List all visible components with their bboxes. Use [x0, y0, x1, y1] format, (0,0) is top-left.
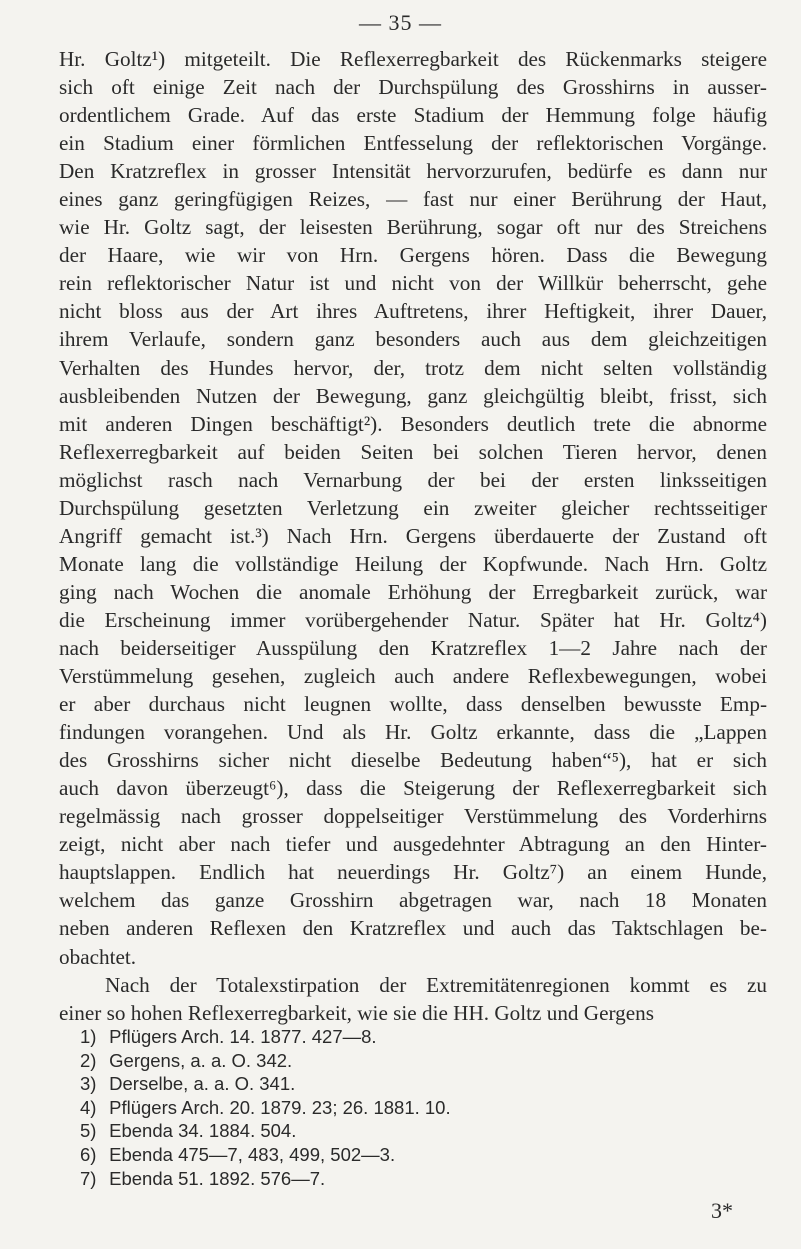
footnote-text: Ebenda 34. 1884. 504. — [109, 1120, 297, 1142]
footnote-text: Pflügers Arch. 20. 1879. 23; 26. 1881. 10. — [109, 1096, 451, 1118]
text-line: Angriff gemacht ist.³) Nach Hrn. Gergens überdauerte der Zustand oft — [59, 523, 767, 548]
text-line: die Erscheinung immer vorübergehender Natur. Später hat Hr. Goltz⁴) — [59, 607, 767, 632]
text-line: möglichst rasch nach Vernarbung der bei der ersten linksseitigen — [59, 467, 767, 492]
text-line: Verhalten des Hundes hervor, der, trotz dem nicht selten vollständig — [59, 355, 767, 380]
text-line: zeigt, nicht aber nach tiefer und ausgedehnter Abtragung an den Hinter- — [59, 832, 767, 857]
footnote — [80, 1049, 700, 1073]
text-line: Reflexerregbarkeit auf beiden Seiten bei solchen Tieren hervor, denen — [59, 439, 767, 464]
footnote — [80, 1143, 700, 1167]
footnote-number: 3) — [80, 1073, 97, 1095]
text-line: rein reflektorischer Natur ist und nicht von der Willkür beherrscht, gehe — [59, 271, 767, 296]
footnote-number: 6) — [80, 1143, 97, 1165]
footnote-text: Derselbe, a. a. O. 341. — [109, 1073, 296, 1095]
footnote-number: 2) — [80, 1049, 97, 1071]
text-line: ihrem Verlaufe, sondern ganz besonders auch aus dem gleichzeitigen — [59, 327, 767, 352]
text-line: ging nach Wochen die anomale Erhöhung der Erregbarkeit zurück, war — [59, 579, 767, 604]
text-line: sich oft einige Zeit nach der Durchspülung des Grosshirns in ausser- — [59, 75, 767, 100]
text-line: obachtet. — [59, 944, 137, 969]
footnote-text: Gergens, a. a. O. 342. — [109, 1049, 293, 1071]
footnote-number: 4) — [80, 1096, 97, 1118]
text-line: ordentlichem Grade. Auf das erste Stadium der Hemmung folge häufig — [59, 103, 767, 128]
text-line: nicht bloss aus der Art ihres Auftretens, ihrer Heftigkeit, ihrer Dauer, — [59, 299, 767, 324]
footnote-number: 5) — [80, 1120, 97, 1142]
text-line: Verstümmelung gesehen, zugleich auch andere Reflexbewegungen, wobei — [59, 664, 767, 689]
text-line: eines ganz geringfügigen Reizes, — fast nur einer Berührung der Haut, — [59, 187, 767, 212]
text-line: ausbleibenden Nutzen der Bewegung, ganz gleichgültig bleibt, frisst, sich — [59, 383, 767, 408]
text-line: neben anderen Reflexen den Kratzreflex und auch das Taktschlagen be- — [59, 916, 767, 941]
text-line: Hr. Goltz¹) mitgeteilt. Die Reflexerregbarkeit des Rückenmarks steigere — [59, 47, 767, 71]
text-line: er aber durchaus nicht leugnen wollte, dass denselben bewusste Emp- — [59, 692, 767, 717]
footnotes — [80, 1025, 700, 1190]
text-line: nach beiderseitiger Ausspülung den Kratzreflex 1—2 Jahre nach der — [59, 635, 767, 660]
footnote-number: 1) — [80, 1026, 97, 1047]
text-line: findungen vorangehen. Und als Hr. Goltz erkannte, dass die „Lappen — [59, 720, 767, 745]
signature-mark: 3* — [711, 1198, 733, 1223]
page-number: — 35 — — [359, 10, 442, 35]
text-line: ein Stadium einer förmlichen Entfesselung der reflektorischen Vorgänge. — [59, 131, 767, 156]
paragraph-2 — [59, 971, 767, 1027]
footnote — [80, 1167, 700, 1191]
text-line: auch davon überzeugt⁶), dass die Steigerung der Reflexerregbarkeit sich — [59, 776, 767, 801]
text-line: Den Kratzreflex in grosser Intensität hervorzurufen, bedürfe es dann nur — [59, 159, 767, 184]
paragraph-1 — [59, 45, 767, 971]
footnote — [80, 1096, 700, 1120]
text-line: einer so hohen Reflexerregbarkeit, wie sie die HH. Goltz und Gergens — [59, 1000, 655, 1025]
footnote-text: Ebenda 475—7, 483, 499, 502—3. — [109, 1143, 396, 1165]
body-text — [59, 45, 767, 1027]
footnote — [80, 1072, 700, 1096]
text-line: Monate lang die vollständige Heilung der Kopfwunde. Nach Hrn. Goltz — [59, 551, 767, 576]
footnote-text: Pflügers Arch. 14. 1877. 427—8. — [109, 1026, 377, 1047]
footnote-text: Ebenda 51. 1892. 576—7. — [109, 1167, 326, 1189]
text-line: mit anderen Dingen beschäftigt²). Besonders deutlich trete die abnorme — [59, 411, 767, 436]
text-line: der Haare, wie wir von Hrn. Gergens hören. Dass die Bewegung — [59, 243, 767, 268]
text-line: Nach der Totalexstirpation der Extremitätenregionen kommt es zu — [105, 972, 767, 997]
text-line: Durchspülung gesetzten Verletzung ein zweiter gleicher rechtsseitiger — [59, 495, 767, 520]
text-line: hauptslappen. Endlich hat neuerdings Hr. Goltz⁷) an einem Hunde, — [59, 860, 767, 885]
text-line: wie Hr. Goltz sagt, der leisesten Berührung, sogar oft nur des Streichens — [59, 215, 767, 240]
footnote — [80, 1025, 700, 1049]
text-line: welchem das ganze Grosshirn abgetragen war, nach 18 Monaten — [59, 888, 767, 913]
text-line: regelmässig nach grosser doppelseitiger Verstümmelung des Vorderhirns — [59, 804, 767, 829]
footnote-number: 7) — [80, 1167, 97, 1189]
footnote — [80, 1119, 700, 1143]
text-line: des Grosshirns sicher nicht dieselbe Bedeutung haben“⁵), hat er sich — [59, 748, 767, 773]
